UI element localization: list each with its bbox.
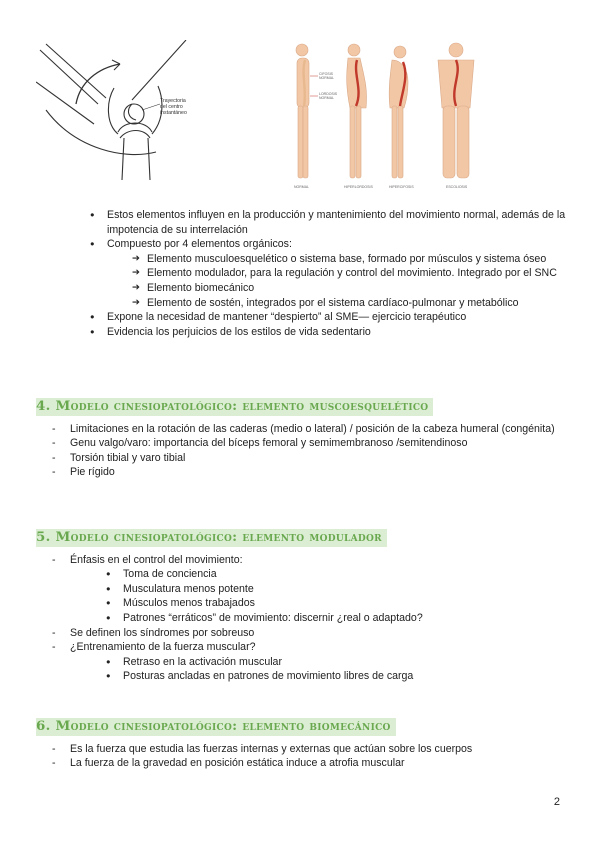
list-item — [36, 553, 566, 626]
section-modulador — [36, 529, 566, 684]
sub-item: Patrones “erráticos” de movimiento: discernir ¿real o adaptado? — [123, 611, 423, 624]
element-musculoesqueletico: Elemento musculoesquelético o sistema base, formado por músculos y sistema óseo — [147, 252, 547, 265]
section-6-list — [36, 742, 566, 771]
section-4-heading: 4. Modelo cinesiopatológico: elemento muscoesquelético — [36, 398, 433, 416]
knee-annotation-line-3: instantáneo — [160, 110, 187, 116]
label-lordosis-normal-1: LORDOSIS — [319, 92, 338, 96]
list-item — [36, 742, 566, 757]
sub-item: Musculatura menos potente — [123, 582, 254, 595]
organic-elements-list — [107, 252, 568, 310]
caption-hipercifosis: HIPERCIFOSIS — [389, 185, 414, 189]
section-5-item: Énfasis en el control del movimiento: — [70, 553, 243, 566]
knee-annotation-line-2: del centro — [160, 104, 183, 110]
section-6-heading: 6. Modelo cinesiopatológico: elemento biomecánico — [36, 718, 396, 736]
section-5-list — [36, 553, 566, 684]
section-5-item: Se definen los síndromes por sobreuso — [70, 626, 255, 639]
intro-item-3: Expone la necesidad de mantener “despierto” al SME— ejercicio terapéutico — [107, 311, 467, 324]
section-4-item: Limitaciones en la rotación de las caderas (medio o lateral) / posición de la cabeza humeral (congénita) — [70, 422, 555, 435]
list-item — [106, 655, 566, 670]
fuerza-muscular-list — [70, 655, 566, 684]
section-5-item: ¿Entrenamiento de la fuerza muscular? — [70, 641, 256, 654]
caption-normal: NORMAL — [294, 185, 309, 189]
list-item — [36, 640, 566, 684]
section-6-item: Es la fuerza que estudia las fuerzas internas y externas que actúan sobre los cuerpos — [70, 742, 473, 755]
section-6-item: La fuerza de la gravedad en posición estática induce a atrofia muscular — [70, 757, 405, 770]
element-sosten: Elemento de sostén, integrados por el sistema cardíaco-pulmonar y metabólico — [147, 296, 519, 309]
list-item — [106, 611, 566, 626]
list-item — [36, 465, 566, 480]
caption-hiperlordosis: HIPERLORDOSIS — [344, 185, 373, 189]
list-item — [132, 296, 568, 311]
list-item — [36, 451, 566, 466]
list-item — [90, 325, 568, 340]
label-cifosis-normal-1: CIFOSIS — [319, 72, 334, 76]
list-item — [132, 266, 568, 281]
list-item — [106, 567, 566, 582]
list-item — [90, 237, 568, 310]
list-item — [36, 436, 566, 451]
section-5-heading: 5. Modelo cinesiopatológico: elemento modulador — [36, 529, 387, 547]
section-musculoesqueletico — [36, 398, 566, 480]
list-item — [106, 582, 566, 597]
list-item — [90, 208, 568, 237]
control-movimiento-list — [70, 567, 566, 625]
section-4-item: Torsión tibial y varo tibial — [70, 451, 186, 464]
sub-item: Retraso en la activación muscular — [123, 655, 282, 668]
list-item — [36, 422, 566, 437]
list-item — [36, 756, 566, 771]
figure-normal — [296, 44, 309, 178]
section-4-item: Pie rígido — [70, 466, 115, 479]
list-item — [132, 252, 568, 267]
list-item — [90, 310, 568, 325]
page-number: 2 — [553, 796, 560, 808]
intro-item-1: Estos elementos influyen en la producción y mantenimiento del movimiento normal, además de la impotencia de su interrelación — [107, 209, 566, 236]
section-4-list — [36, 422, 566, 480]
sub-item: Posturas ancladas en patrones de movimiento libres de carga — [123, 670, 414, 683]
list-item — [132, 281, 568, 296]
section-4-item: Genu valgo/varo: importancia del bíceps femoral y semimembranoso /semitendinoso — [70, 437, 468, 450]
label-lordosis-normal-2: NORMAL — [319, 96, 334, 100]
list-item — [36, 626, 566, 641]
list-item — [106, 596, 566, 611]
list-item — [106, 669, 566, 684]
knee-annotation-line-1: Trayectoria — [160, 98, 186, 104]
sub-item: Músculos menos trabajados — [123, 597, 255, 610]
label-cifosis-normal-2: NORMAL — [319, 76, 334, 80]
element-biomecanico: Elemento biomecánico — [147, 281, 255, 294]
knee-joint-figure — [36, 40, 216, 180]
sub-item: Toma de conciencia — [123, 568, 217, 581]
section-biomecanico — [36, 718, 566, 771]
spinal-posture-figure — [288, 40, 488, 192]
caption-escoliosis: ESCOLIOSIS — [446, 185, 468, 189]
intro-item-4: Evidencia los perjuicios de los estilos de vida sedentario — [107, 325, 371, 338]
intro-list — [90, 208, 568, 339]
element-modulador: Elemento modulador, para la regulación y control del movimiento. Integrado por el SNC — [147, 267, 557, 280]
intro-item-2: Compuesto por 4 elementos orgánicos: — [107, 238, 292, 251]
